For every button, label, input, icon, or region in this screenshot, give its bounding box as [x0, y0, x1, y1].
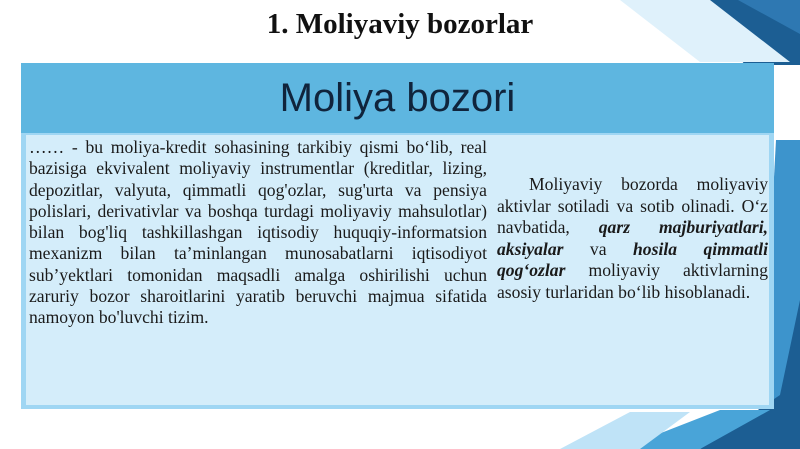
card-heading: Moliya bozori [279, 75, 516, 120]
assets-text-part1: Moliyaviy bozorda moliyaviy aktivlar sotiladi va sotib olinadi. O‘z navbatida, [497, 174, 768, 237]
card-header [21, 63, 774, 133]
assets-text-part2: va [563, 238, 634, 259]
definition-text: …… - bu moliya-kredit sohasining tarkibiy qismi bo‘lib, real bazisiga ekvivalent moliyaviy instrumentlar (kreditlar, lizing, depozitlar, valyuta, qimmatli qog'ozlar, sug'urta va pensiya polislari, derivativlar va boshqa turdagi moliyaviy mahsulotlar) bilan bog'liq tashkillashgan iqtisodiy huquqiy-informatsion mexanizm bilan ta’minlangan munosabatlarni iqtisodiyot sub’yektlari tomonidan maqsadli amalga oshirilishi uchun zaruriy bozor sharoitlarini yaratib beruvchi majmua sifatida namoyon bo'luvchi tizim. [29, 137, 487, 328]
assets-text-bold2: hosila qimmatli qog‘ozlar [497, 238, 768, 280]
assets-text-bold1: qarz majburiyatlari, aksiyalar [497, 217, 768, 259]
assets-text [497, 174, 768, 303]
card-body [26, 135, 769, 405]
assets-text-part3: moliyaviy aktivlarning asosiy turlaridan bo‘lib hisoblanadi. [497, 260, 768, 302]
slide-title: 1. Moliyaviy bozorlar [266, 8, 534, 40]
definition-card [21, 63, 774, 409]
